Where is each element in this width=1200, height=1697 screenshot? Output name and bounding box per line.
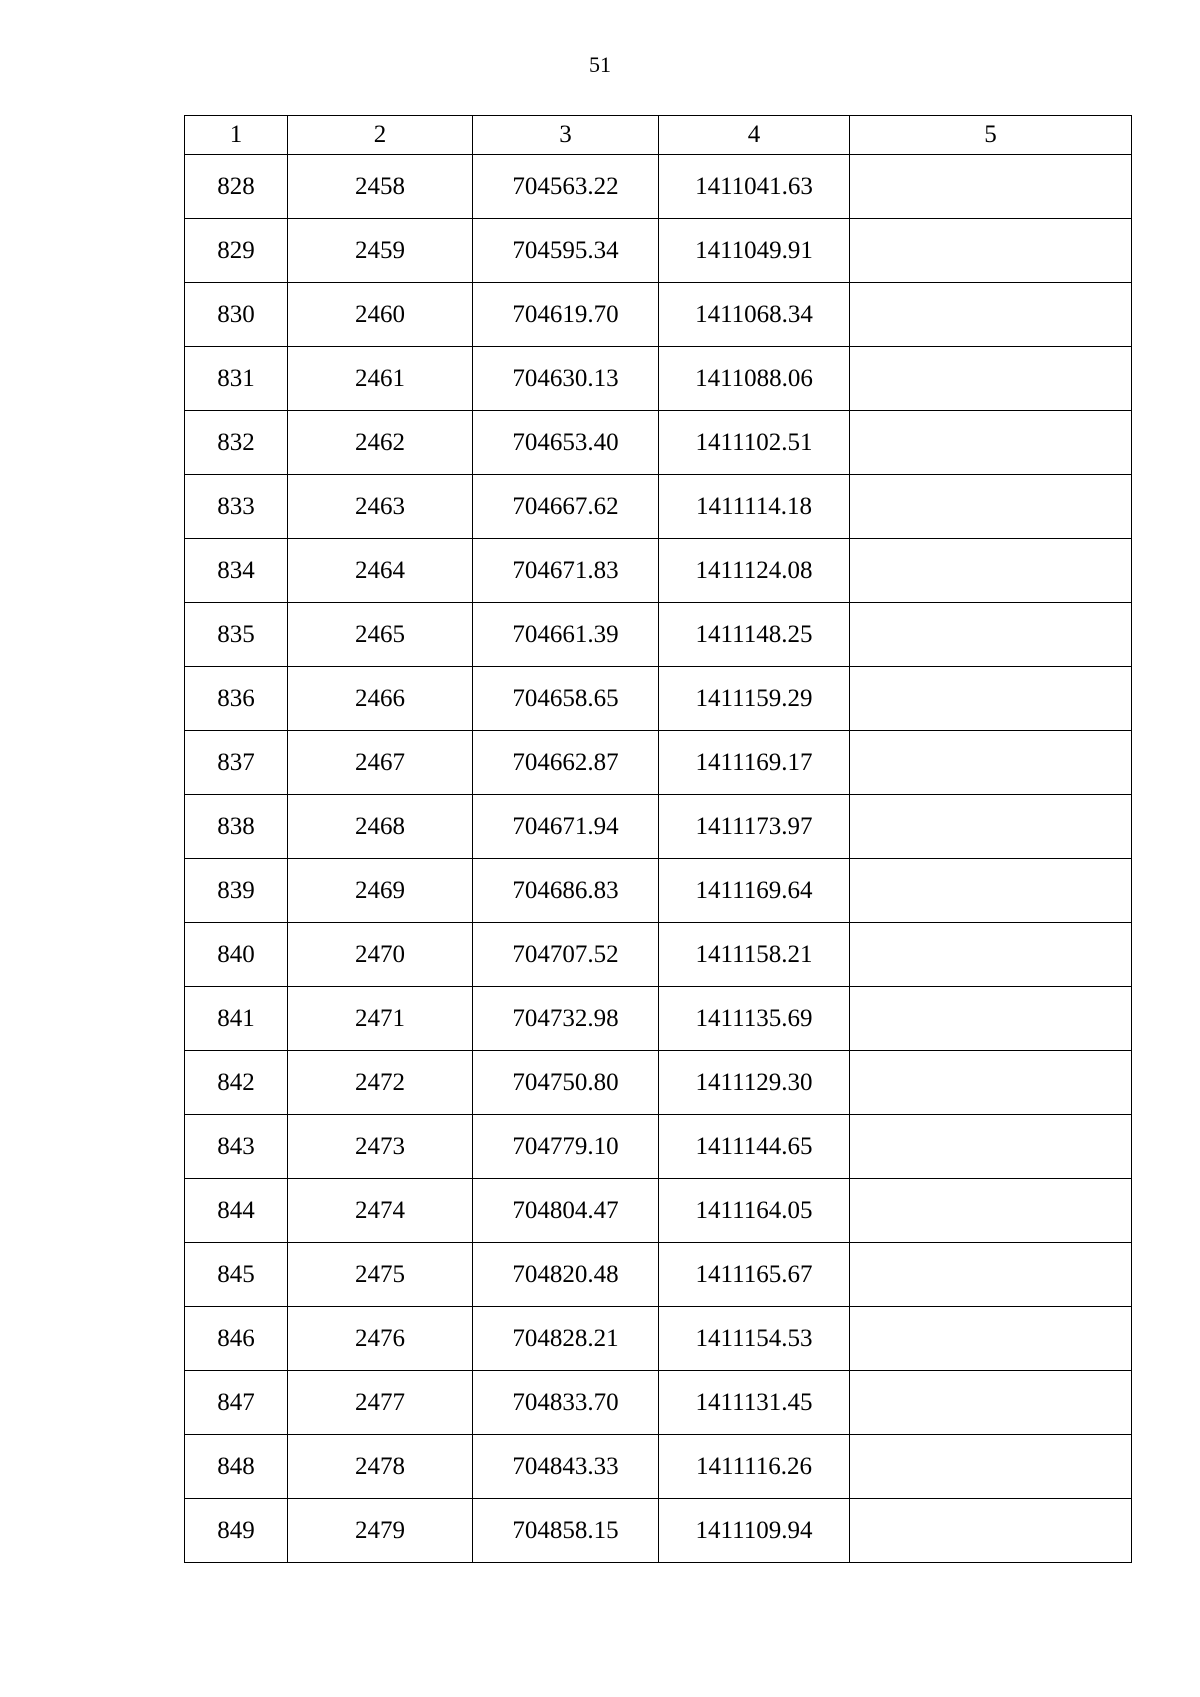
- column-header-5: 5: [850, 116, 1132, 155]
- table-cell-col-2: 2474: [288, 1179, 473, 1243]
- table-cell-col-3: 704595.34: [473, 219, 659, 283]
- table-cell-col-4: 1411109.94: [659, 1499, 850, 1563]
- table-cell-col-5: [850, 923, 1132, 987]
- table-cell-col-3: 704667.62: [473, 475, 659, 539]
- table-cell-col-1: 847: [185, 1371, 288, 1435]
- table-row: [185, 667, 1132, 731]
- table-row: [185, 731, 1132, 795]
- table-row: [185, 1435, 1132, 1499]
- table-cell-col-5: [850, 1499, 1132, 1563]
- table-row: [185, 155, 1132, 219]
- table-cell-col-4: 1411164.05: [659, 1179, 850, 1243]
- table-cell-col-4: 1411135.69: [659, 987, 850, 1051]
- table-cell-col-1: 837: [185, 731, 288, 795]
- table-cell-col-5: [850, 1307, 1132, 1371]
- table-cell-col-5: [850, 283, 1132, 347]
- table-cell-col-3: 704732.98: [473, 987, 659, 1051]
- table-cell-col-1: 832: [185, 411, 288, 475]
- table-cell-col-4: 1411159.29: [659, 667, 850, 731]
- table-cell-col-1: 835: [185, 603, 288, 667]
- table-cell-col-4: 1411165.67: [659, 1243, 850, 1307]
- table-cell-col-2: 2476: [288, 1307, 473, 1371]
- table-cell-col-2: 2464: [288, 539, 473, 603]
- table-cell-col-1: 846: [185, 1307, 288, 1371]
- table-cell-col-5: [850, 1179, 1132, 1243]
- table-cell-col-3: 704671.94: [473, 795, 659, 859]
- table-cell-col-3: 704707.52: [473, 923, 659, 987]
- table-header: [185, 116, 1132, 155]
- table-cell-col-1: 838: [185, 795, 288, 859]
- table-cell-col-1: 845: [185, 1243, 288, 1307]
- table-cell-col-2: 2469: [288, 859, 473, 923]
- table-cell-col-2: 2468: [288, 795, 473, 859]
- table-cell-col-4: 1411114.18: [659, 475, 850, 539]
- table-cell-col-1: 849: [185, 1499, 288, 1563]
- table-cell-col-1: 829: [185, 219, 288, 283]
- table-cell-col-3: 704828.21: [473, 1307, 659, 1371]
- table-cell-col-5: [850, 859, 1132, 923]
- table-row: [185, 1115, 1132, 1179]
- table-cell-col-4: 1411124.08: [659, 539, 850, 603]
- table-cell-col-5: [850, 411, 1132, 475]
- table-cell-col-5: [850, 1115, 1132, 1179]
- table-cell-col-3: 704661.39: [473, 603, 659, 667]
- table-cell-col-2: 2477: [288, 1371, 473, 1435]
- table-cell-col-4: 1411144.65: [659, 1115, 850, 1179]
- table-cell-col-3: 704653.40: [473, 411, 659, 475]
- table-row: [185, 859, 1132, 923]
- table-cell-col-1: 834: [185, 539, 288, 603]
- table-cell-col-2: 2465: [288, 603, 473, 667]
- table-cell-col-5: [850, 731, 1132, 795]
- table-cell-col-3: 704843.33: [473, 1435, 659, 1499]
- table-cell-col-2: 2459: [288, 219, 473, 283]
- table-row: [185, 795, 1132, 859]
- table-row: [185, 1307, 1132, 1371]
- table-cell-col-3: 704686.83: [473, 859, 659, 923]
- table-cell-col-4: 1411148.25: [659, 603, 850, 667]
- column-header-2: 2: [288, 116, 473, 155]
- table-cell-col-5: [850, 1371, 1132, 1435]
- table-row: [185, 1243, 1132, 1307]
- table-cell-col-1: 842: [185, 1051, 288, 1115]
- column-header-3: 3: [473, 116, 659, 155]
- coordinates-table: [184, 115, 1132, 1563]
- table-cell-col-2: 2475: [288, 1243, 473, 1307]
- table-cell-col-1: 843: [185, 1115, 288, 1179]
- table-cell-col-4: 1411049.91: [659, 219, 850, 283]
- table-cell-col-1: 833: [185, 475, 288, 539]
- table-row: [185, 923, 1132, 987]
- table-cell-col-2: 2478: [288, 1435, 473, 1499]
- table-cell-col-2: 2458: [288, 155, 473, 219]
- table-cell-col-2: 2467: [288, 731, 473, 795]
- table-cell-col-5: [850, 667, 1132, 731]
- table-row: [185, 219, 1132, 283]
- table-cell-col-3: 704658.65: [473, 667, 659, 731]
- table-row: [185, 1179, 1132, 1243]
- table-cell-col-1: 839: [185, 859, 288, 923]
- table-cell-col-3: 704833.70: [473, 1371, 659, 1435]
- table-cell-col-2: 2463: [288, 475, 473, 539]
- table-cell-col-4: 1411131.45: [659, 1371, 850, 1435]
- table-cell-col-2: 2472: [288, 1051, 473, 1115]
- table-cell-col-1: 836: [185, 667, 288, 731]
- table-cell-col-4: 1411169.17: [659, 731, 850, 795]
- table-row: [185, 603, 1132, 667]
- table-cell-col-5: [850, 795, 1132, 859]
- table-cell-col-4: 1411116.26: [659, 1435, 850, 1499]
- table-cell-col-2: 2470: [288, 923, 473, 987]
- table-cell-col-3: 704619.70: [473, 283, 659, 347]
- table-cell-col-3: 704779.10: [473, 1115, 659, 1179]
- table-cell-col-3: 704804.47: [473, 1179, 659, 1243]
- table-row: [185, 475, 1132, 539]
- table-row: [185, 1051, 1132, 1115]
- table-cell-col-1: 840: [185, 923, 288, 987]
- table-cell-col-5: [850, 1243, 1132, 1307]
- table-cell-col-5: [850, 1435, 1132, 1499]
- table-row: [185, 283, 1132, 347]
- table-cell-col-4: 1411102.51: [659, 411, 850, 475]
- table-cell-col-2: 2466: [288, 667, 473, 731]
- table-row: [185, 411, 1132, 475]
- table-cell-col-4: 1411158.21: [659, 923, 850, 987]
- table-cell-col-5: [850, 539, 1132, 603]
- table-cell-col-3: 704563.22: [473, 155, 659, 219]
- table-cell-col-1: 848: [185, 1435, 288, 1499]
- table-cell-col-4: 1411041.63: [659, 155, 850, 219]
- table-cell-col-4: 1411169.64: [659, 859, 850, 923]
- table-cell-col-1: 831: [185, 347, 288, 411]
- table-cell-col-5: [850, 219, 1132, 283]
- table-cell-col-2: 2479: [288, 1499, 473, 1563]
- table-cell-col-1: 841: [185, 987, 288, 1051]
- table-row: [185, 987, 1132, 1051]
- table-cell-col-4: 1411154.53: [659, 1307, 850, 1371]
- table-cell-col-2: 2462: [288, 411, 473, 475]
- table-cell-col-3: 704750.80: [473, 1051, 659, 1115]
- table-cell-col-4: 1411173.97: [659, 795, 850, 859]
- table-cell-col-1: 828: [185, 155, 288, 219]
- table-cell-col-3: 704630.13: [473, 347, 659, 411]
- column-header-1: 1: [185, 116, 288, 155]
- table-cell-col-4: 1411068.34: [659, 283, 850, 347]
- table-body: [185, 155, 1132, 1563]
- table-cell-col-1: 844: [185, 1179, 288, 1243]
- table-row: [185, 347, 1132, 411]
- table-cell-col-3: 704662.87: [473, 731, 659, 795]
- header-row: [185, 116, 1132, 155]
- table-cell-col-5: [850, 347, 1132, 411]
- table-row: [185, 1499, 1132, 1563]
- table-cell-col-4: 1411129.30: [659, 1051, 850, 1115]
- page-number: 51: [589, 52, 611, 77]
- table-cell-col-5: [850, 155, 1132, 219]
- table-cell-col-2: 2471: [288, 987, 473, 1051]
- table-cell-col-5: [850, 603, 1132, 667]
- table-cell-col-2: 2461: [288, 347, 473, 411]
- table-cell-col-2: 2473: [288, 1115, 473, 1179]
- table-cell-col-3: 704671.83: [473, 539, 659, 603]
- table-cell-col-4: 1411088.06: [659, 347, 850, 411]
- column-header-4: 4: [659, 116, 850, 155]
- table-cell-col-1: 830: [185, 283, 288, 347]
- table-row: [185, 539, 1132, 603]
- table-cell-col-2: 2460: [288, 283, 473, 347]
- table-cell-col-3: 704858.15: [473, 1499, 659, 1563]
- table-row: [185, 1371, 1132, 1435]
- table-cell-col-5: [850, 1051, 1132, 1115]
- table-cell-col-5: [850, 987, 1132, 1051]
- table-cell-col-5: [850, 475, 1132, 539]
- table-cell-col-3: 704820.48: [473, 1243, 659, 1307]
